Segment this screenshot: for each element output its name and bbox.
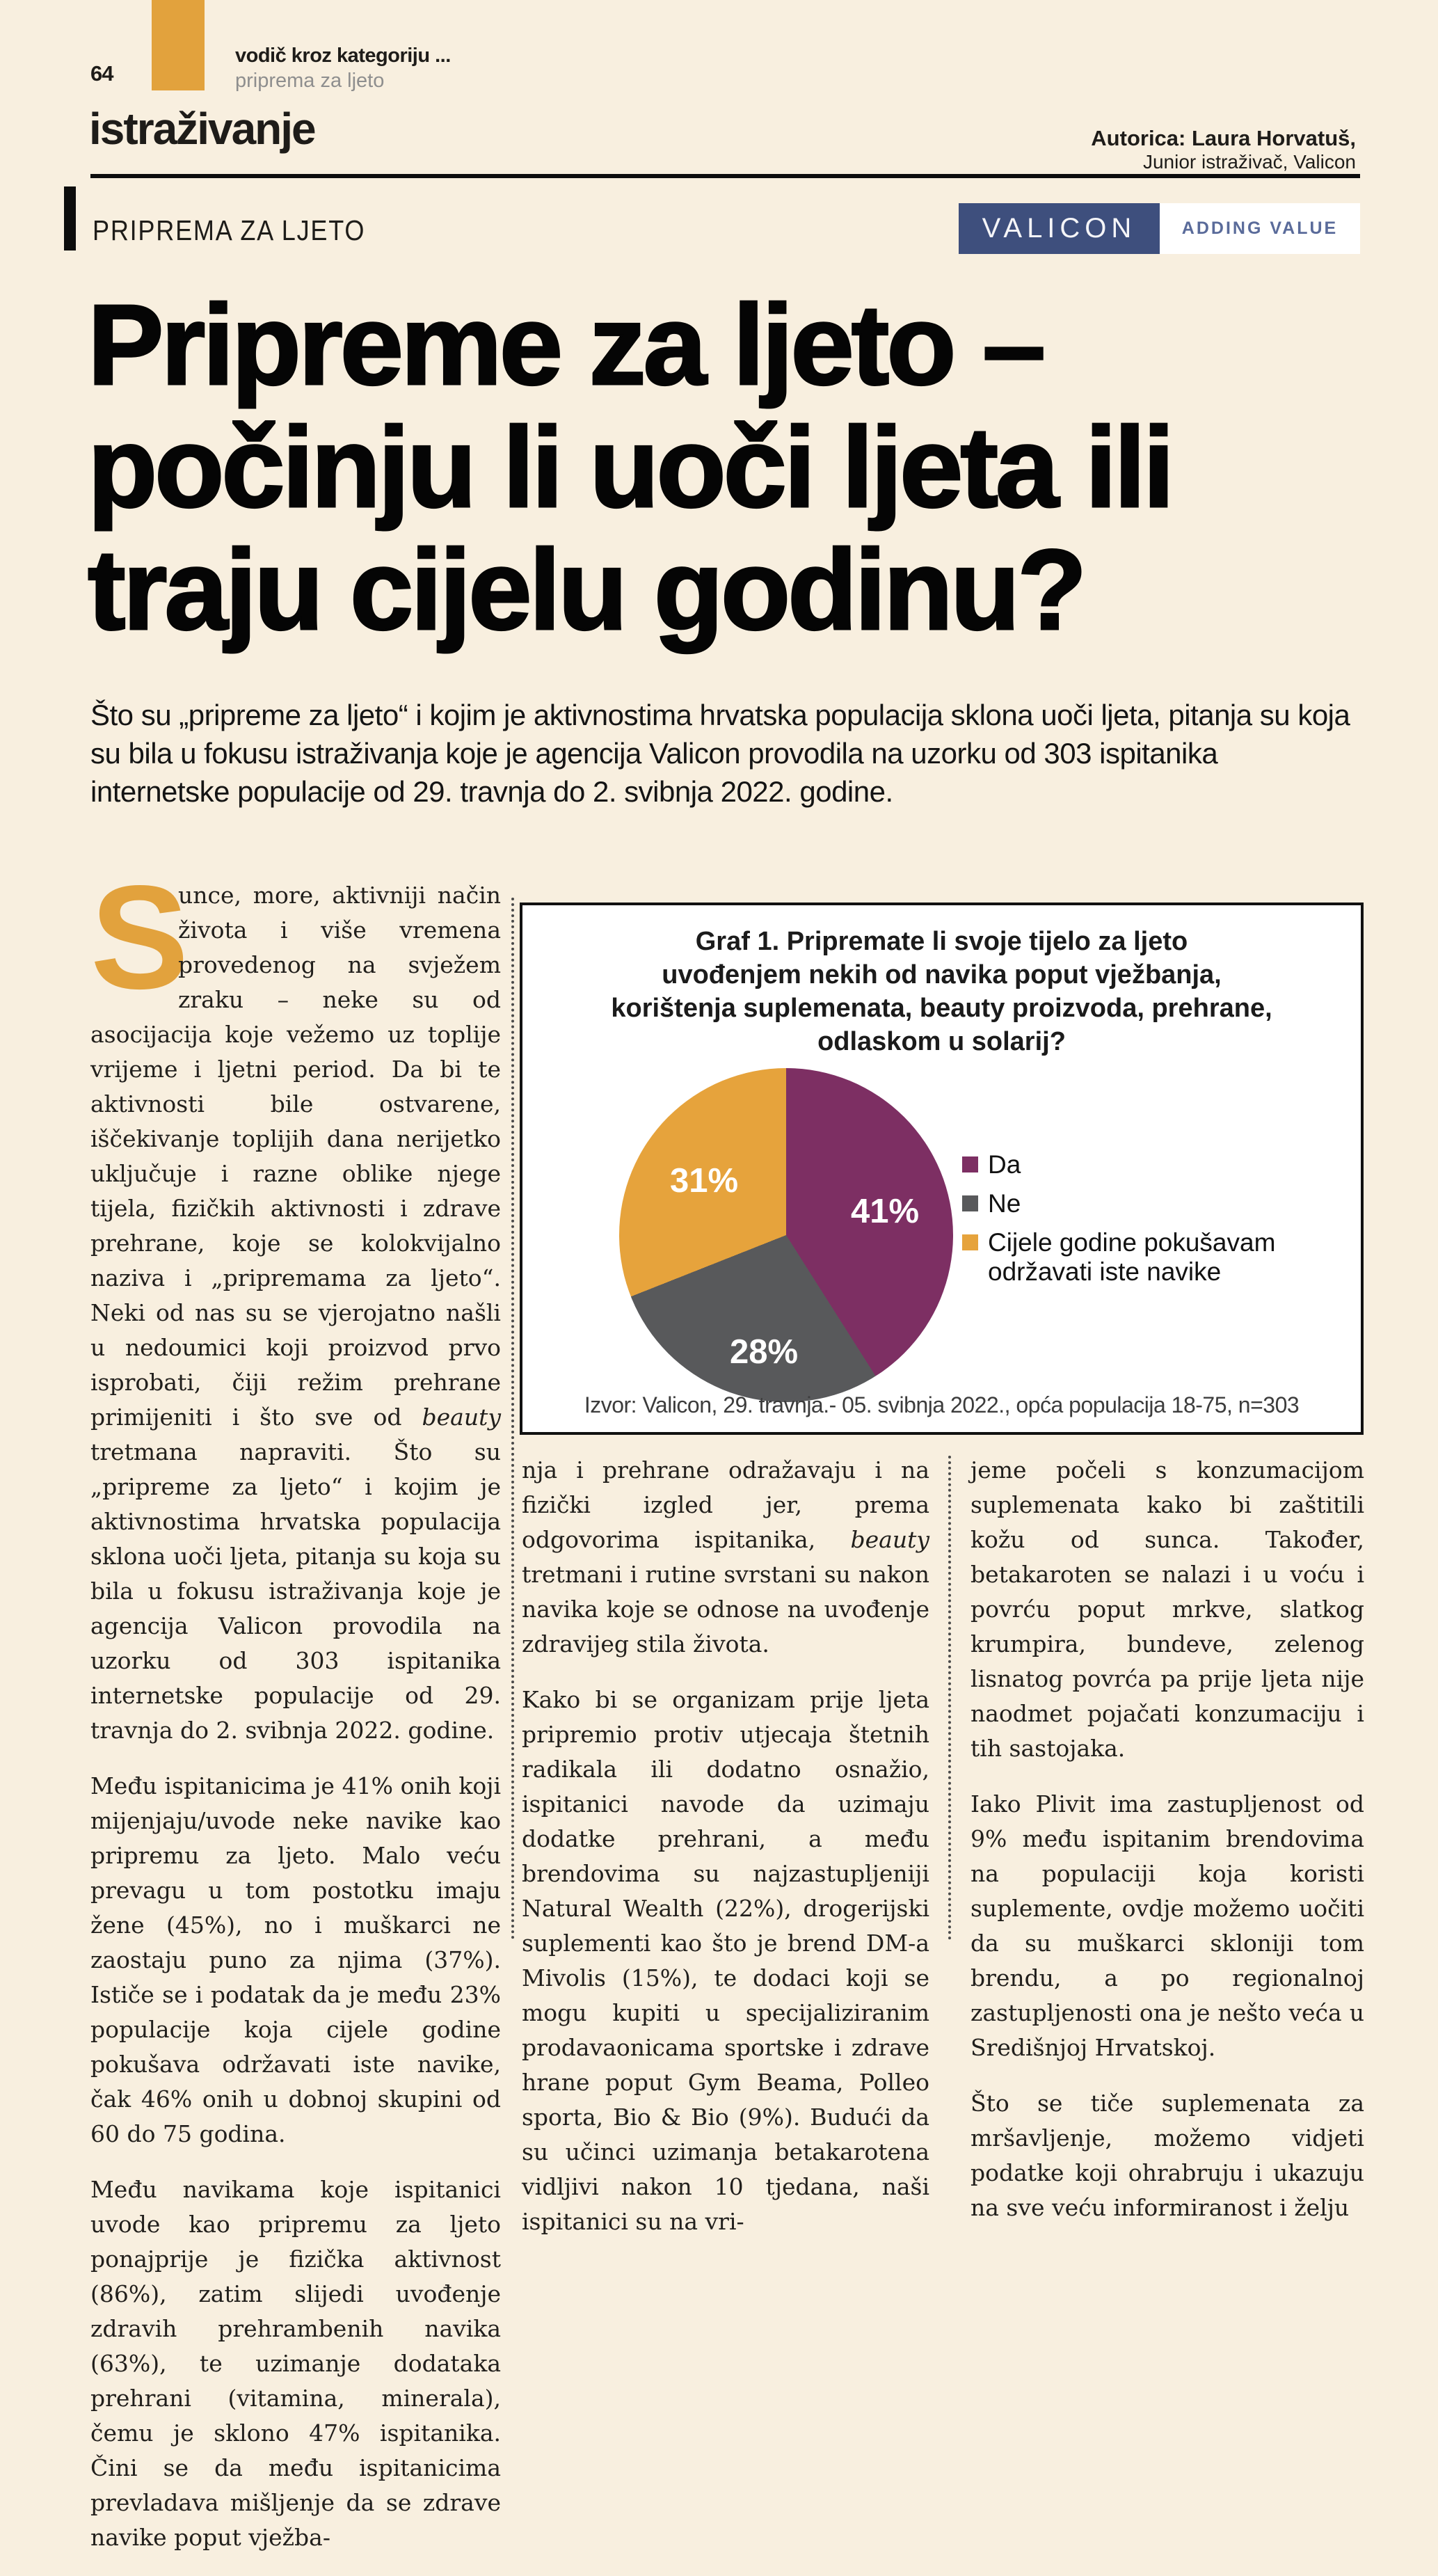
paragraph-text: tretmani i rutine svrstani su nakon navika koje se odnose na uvođenje zdravijeg stila života. <box>522 1561 929 1657</box>
accent-rectangle <box>152 0 205 90</box>
paragraph: jeme počeli s konzumacijom suplemenata kako bi zaštitili kožu od sunca. Također, betakaroten se nalazi i u voću i povrću poput mrkve, slatkog krumpira, bundeve, zelenog lisnatog povrća pa prije ljeta nije naodmet pojačati konzumaciju i tih sastojaka. <box>970 1456 1364 1762</box>
kicker: PRIPREMA ZA LJETO <box>93 214 366 246</box>
italic-word: beauty <box>850 1526 929 1553</box>
paragraph <box>522 1453 929 1662</box>
eyebrow-title: vodič kroz kategoriju ... <box>235 45 451 67</box>
chart-source: Izvor: Valicon, 29. travnja.- 05. svibnja 2022., opća populacija 18-75, n=303 <box>584 1392 1300 1417</box>
lead-paragraph: Što su „pripreme za ljeto“ i kojim je aktivnostima hrvatska populacija sklona uoči ljeta, pitanja su koja su bila u fokusu istraživanja koje je agencija Valicon provodila na uzorku od 303 ispitanika internetske populacije od 29. travnja do 2. svibnja 2022. godine. <box>90 699 1350 808</box>
pie-value-ne: 28% <box>729 1333 799 1371</box>
paragraph: Među ispitanicima je 41% onih koji mijenjaju/uvode neke navike kao pripremu za ljeto. Malo veću prevagu u tom postotku imaju žene (45%), no i muškarci ne zaostaju puno za njima (37%). Ističe se i podatak da je među 23% populacije koja cijele godine pokušava održavati iste navike, čak 46% onih u dobnoj skupini od 60 do 75 godina. <box>90 1772 501 2147</box>
headline-line-1: Pripreme za ljeto – <box>88 281 1044 408</box>
column-separator-2 <box>948 1456 951 1940</box>
drop-cap: S <box>90 854 189 1019</box>
paragraph: Iako Plivit ima zastupljenost od 9% među ispitanim brendovima na populaciji koja koristi suplemente, ovdje možemo uočiti da su muškarci skloniji tom brendu, a po regionalnoj zastupljenosti ona je nešto veća u Središnjoj Hrvatskoj. <box>970 1790 1364 2061</box>
legend-swatch-da <box>962 1156 978 1172</box>
author-name: Autorica: Laura Horvatuš, <box>1091 126 1356 150</box>
body-column-1 <box>90 854 501 2576</box>
chart-title-line: uvođenjem nekih od navika poput vježbanja, <box>662 960 1222 989</box>
paragraph-text: unce, more, aktivniji način života i više vremena provedenog na svježem zraku – neke su od asocijacija koje vežemo uz toplije vrijeme i ljetni period. Da bi te aktivnosti bile ostvarene, iščekivanje toplijih dana nerijetko uključuje i razne oblike njege tijela, fizičkih aktivnosti i zdrave prehrane, koje se kolokvijalno naziva i „pripremama za ljeto“. Neki od nas su se vjerojatno našli u nedoumici koji proizvod prvo isprobati, čiji režim prehrane primijeniti i što sve od <box>90 882 501 1431</box>
eyebrow <box>235 43 451 93</box>
valicon-logo-tagline: ADDING VALUE <box>1160 203 1360 254</box>
headline-line-3: traju cijelu godinu? <box>88 526 1085 653</box>
chart-title <box>522 925 1361 1058</box>
eyebrow-subtitle: priprema za ljeto <box>235 70 385 92</box>
chart-title-line: Graf 1. Pripremate li svoje tijelo za ljeto <box>695 927 1188 956</box>
pie-value-cijele-godine: 31% <box>669 1162 739 1200</box>
body-column-3 <box>970 1453 1364 2246</box>
headline-line-2: počinju li uoči ljeta ili <box>88 404 1172 531</box>
page-number: 64 <box>90 61 113 86</box>
chart-graf-1 <box>520 903 1364 1435</box>
paragraph: Kako bi se organizam prije ljeta pripremio protiv utjecaja štetnih radikala ili dodatno osnažio, ispitanici navode da uzimaju dodatke prehrani, a među brendovima su najzastupljeniji Natural Wealth (22%), drogerijski suplementi kao što je brend DM-a Mivolis (15%), te dodaci koji se mogu kupiti u specijaliziranim prodavaonicama sportske i zdrave hrane poput Gym Beama, Polleo sporta, Bio & Bio (9%). Budući da su učinci uzimanja betakarotena vidljivi nakon 10 tjedana, naši ispitanici su na vri- <box>522 1686 929 2235</box>
pie-chart <box>619 1068 953 1402</box>
column-separator-1 <box>511 898 514 1940</box>
headline <box>88 281 1409 653</box>
legend-swatch-cijele-godine <box>962 1234 978 1250</box>
legend-item-cijele-godine <box>962 1228 1352 1287</box>
valicon-logo <box>959 203 1360 254</box>
paragraph-text: nja i prehrane odražavaju i na fizički izgled jer, prema odgovorima ispitanika, <box>522 1456 929 1553</box>
legend-label-cijele-godine: Cijele godine pokušavam održavati iste navike <box>988 1228 1276 1286</box>
legend-label-da: Da <box>988 1150 1021 1179</box>
chart-title-line: korištenja suplemenata, beauty proizvoda, prehrane, <box>611 994 1272 1023</box>
author-role: Junior istraživač, Valicon <box>1142 151 1356 173</box>
body-column-2 <box>522 1453 929 2260</box>
kicker-bar <box>64 186 76 251</box>
pie-value-da: 41% <box>850 1193 920 1230</box>
italic-word: beauty <box>422 1404 501 1431</box>
valicon-logo-brand: VALICON <box>959 203 1160 254</box>
legend-item-da <box>962 1150 1352 1179</box>
paragraph: Među navikama koje ispitanici uvode kao pripremu za ljeto ponajprije je fizička aktivnost (86%), zatim slijedi uvođenje zdravih prehrambenih navika (63%), te uzimanje dodataka prehrani (vitamina, minerala), čemu je sklono 47% ispitanika. Čini se da među ispitanicima prevladava mišljenje da se zdrave navike poput vježba- <box>90 2176 501 2551</box>
chart-title-line: odlaskom u solarij? <box>817 1027 1066 1056</box>
legend-swatch-ne <box>962 1195 978 1211</box>
legend-label-ne: Ne <box>988 1189 1021 1218</box>
paragraph: Što se tiče suplemenata za mršavljenje, možemo vidjeti podatke koji ohrabruju i ukazuju na sve veću informiranost i želju <box>970 2090 1364 2221</box>
section-title: istraživanje <box>89 104 315 154</box>
chart-legend <box>962 1150 1352 1296</box>
author-block <box>1091 127 1356 174</box>
paragraph-text: tretmana napraviti. Što su „pripreme za ljeto“ i kojim je aktivnostima hrvatska populacija sklona uoči ljeta, pitanja su koja su bila u fokusu istraživanja koje je agencija Valicon provodila na uzorku od 303 ispitanika internetske populacije od 29. travnja do 2. svibnja 2022. godine. <box>90 1438 501 1744</box>
legend-item-ne <box>962 1189 1352 1218</box>
header-rule <box>90 174 1360 178</box>
paragraph <box>90 854 501 1748</box>
